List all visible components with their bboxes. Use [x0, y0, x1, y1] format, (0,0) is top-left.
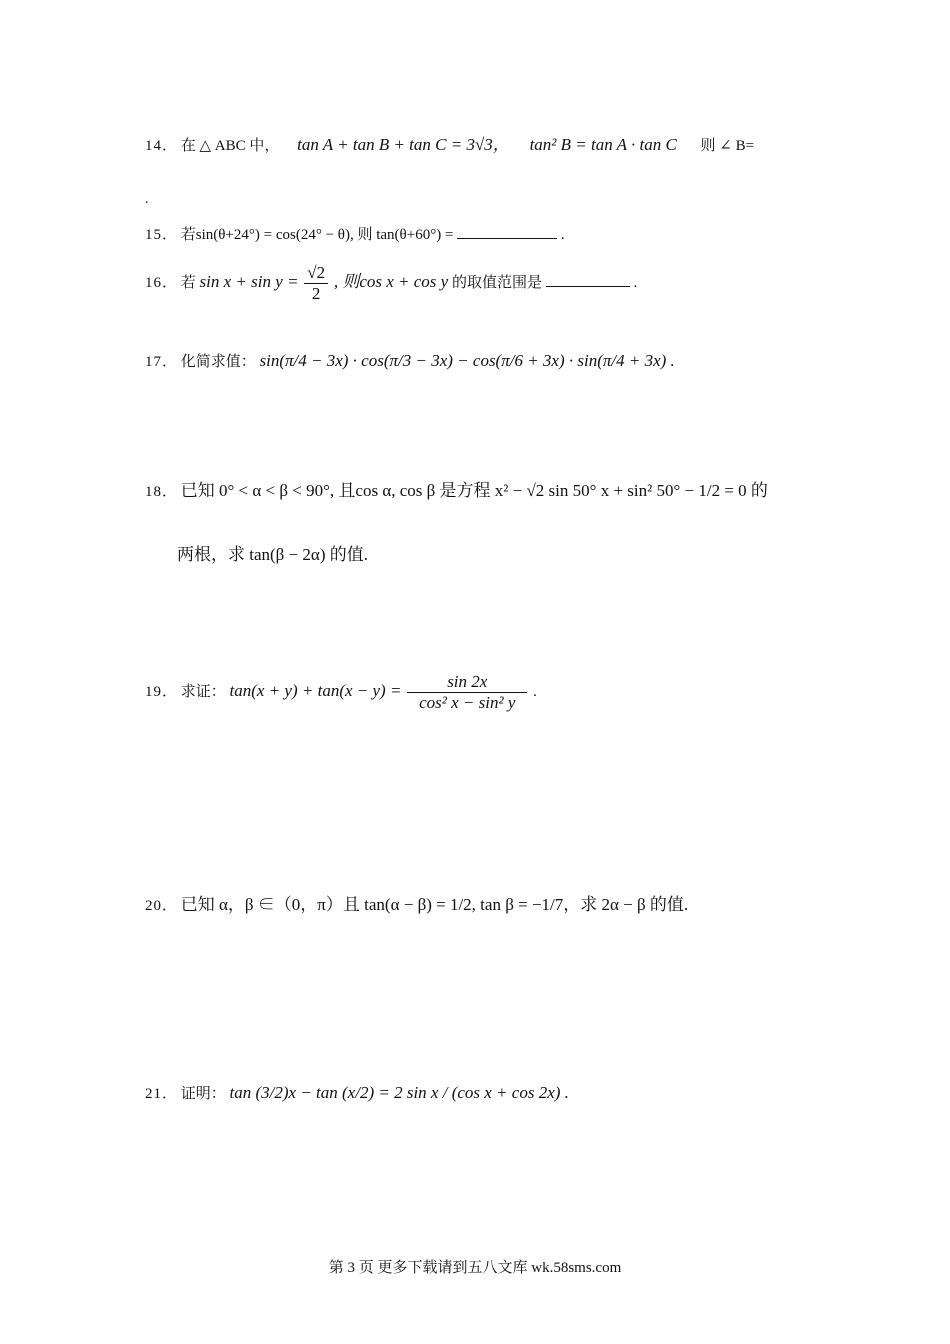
question-text: 求证：: [180, 683, 226, 700]
question-18-line-2: [177, 540, 368, 565]
question-17: [145, 350, 675, 371]
equation: tan A + tan B + tan C = 3√3，: [297, 135, 510, 154]
question-20: [145, 890, 688, 915]
question-number: 15．: [145, 227, 179, 243]
question-text: 则 ∠ B=: [700, 138, 755, 154]
question-14: [145, 130, 754, 155]
fraction: [304, 263, 328, 304]
question-number: 16．: [145, 274, 179, 291]
question-number: 18．: [145, 484, 179, 500]
question-18-line-1: [145, 476, 768, 501]
question-text: 的取值范围是: [451, 274, 542, 291]
question-number: 14．: [145, 138, 179, 154]
question-text: 已知 α，β ∈（0，π）且 tan(α − β) = 1/2, tan β = −1/7，求 2α − β 的值.: [180, 895, 689, 914]
denominator: 2: [311, 284, 321, 303]
equation: tan (3/2)x − tan (x/2) = 2 sin x / (cos x + cos 2x) .: [229, 1083, 569, 1102]
answer-blank: [546, 272, 630, 287]
equation: sin x + sin y =: [199, 271, 299, 291]
numerator: √2: [304, 263, 328, 284]
question-text: 已知 0° < α < β < 90°, 且cos α, cos β 是方程 x² − √2 sin 50° x + sin² 50° − 1/2 = 0 的: [180, 481, 768, 500]
question-number: 19．: [145, 683, 179, 700]
question-number: 17．: [145, 354, 179, 370]
equation: tan² B = tan A · tan C: [529, 135, 677, 154]
question-21: [145, 1082, 569, 1103]
question-number: 20．: [145, 898, 179, 914]
stray-dot: .: [145, 192, 149, 207]
question-text: 若sin(θ+24°) = cos(24° − θ), 则 tan(θ+60°) =: [180, 227, 454, 243]
equation: sin(π/4 − 3x) · cos(π/3 − 3x) − cos(π/6 + 3x) · sin(π/4 + 3x) .: [259, 351, 675, 370]
equation: tan(x + y) + tan(x − y) =: [229, 680, 402, 700]
question-text: 化简求值：: [180, 354, 256, 370]
numerator: sin 2x: [407, 672, 527, 693]
question-16: [145, 263, 637, 304]
denominator: cos² x − sin² y: [419, 693, 516, 712]
question-text: .: [533, 683, 537, 700]
question-text: 在 △ ABC 中，: [180, 138, 280, 154]
question-number: 21．: [145, 1086, 179, 1102]
fraction: [407, 672, 527, 713]
page-footer: 第 3 页 更多下载请到五八文库 wk.58sms.com: [328, 1260, 622, 1276]
equation: , 则cos x + cos y: [333, 271, 449, 291]
question-text: 两根，求 tan(β − 2α) 的值.: [177, 545, 368, 564]
question-text: .: [560, 227, 565, 243]
question-19: [145, 672, 537, 713]
question-text: .: [633, 274, 638, 291]
question-text: 若: [180, 274, 196, 291]
question-15: [145, 223, 565, 244]
question-text: 证明：: [180, 1086, 226, 1102]
answer-blank: [457, 224, 557, 239]
